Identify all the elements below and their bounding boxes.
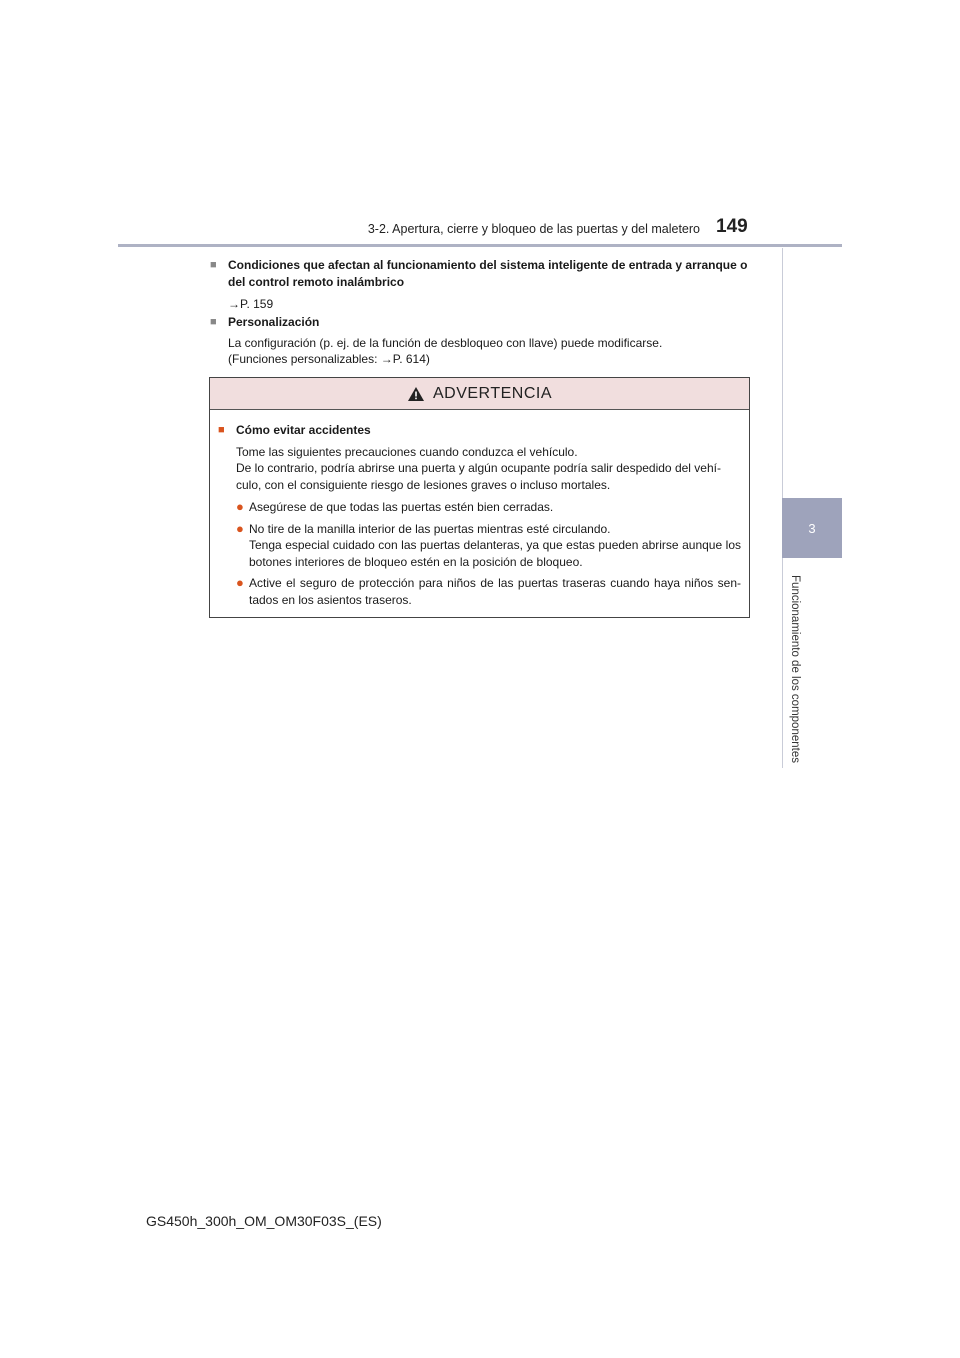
section-heading	[210, 257, 755, 290]
warning-bullet-text: Asegúrese de que todas las puertas estén bien cerradas.	[249, 500, 554, 514]
section-title-line: Condiciones que afectan al funcionamiento del sistema inteligente de entrada y arranque o	[228, 258, 748, 272]
warning-paragraph-line: Tome las siguientes precauciones cuando conduzca el vehículo.	[236, 444, 578, 459]
warning-header	[210, 378, 749, 410]
section-heading	[210, 314, 755, 331]
section-customization	[210, 314, 755, 368]
warning-bullet-text: Active el seguro de protección para niños de las puertas traseras cuando haya niños sen-tados en los asientos traseros.	[249, 576, 741, 607]
square-bullet-icon: ■	[218, 424, 225, 436]
chapter-title: Funcionamiento de los componentes	[789, 575, 802, 763]
warning-bullet	[236, 575, 741, 608]
header-rule	[118, 244, 842, 247]
warning-bullet	[236, 521, 741, 571]
section-body-line: (Funciones personalizables: →P. 614)	[228, 352, 430, 366]
warning-label: ADVERTENCIA	[432, 384, 552, 402]
chapter-label	[786, 560, 804, 778]
section-conditions	[210, 257, 755, 313]
document-code: GS450h_300h_OM_OM30F03S_(ES)	[146, 1213, 382, 1229]
section-title: Personalización	[228, 315, 320, 329]
page-number: 149	[716, 216, 748, 237]
square-bullet-icon: ■	[210, 259, 217, 271]
warning-bullet	[236, 499, 741, 516]
warning-content	[210, 410, 749, 608]
square-bullet-icon: ■	[210, 316, 217, 328]
round-bullet-icon: ●	[236, 520, 244, 536]
warning-heading	[218, 422, 741, 439]
warning-box	[209, 377, 750, 618]
warning-bullet-text: No tire de la manilla interior de las puertas mientras esté circulando.	[249, 521, 611, 536]
warning-paragraph-line: culo, con el consiguiente riesgo de lesiones graves o incluso mortales.	[236, 477, 611, 492]
round-bullet-icon: ●	[236, 575, 244, 590]
section-title-line: del control remoto inalámbrico	[228, 274, 405, 289]
chapter-tab: 3	[782, 498, 842, 558]
page-reference: →P. 159	[228, 297, 274, 311]
warning-triangle-icon	[407, 386, 425, 402]
warning-paragraph-line: De lo contrario, podría abrirse una puerta y algún ocupante podría salir despedido del vehí-	[236, 461, 721, 475]
round-bullet-icon: ●	[236, 499, 244, 514]
warning-heading-text: Cómo evitar accidentes	[236, 423, 371, 437]
warning-bullet-text: Tenga especial cuidado con las puertas delanteras, ya que estas pueden abrirse aunque los botones interiores de bloqueo estén en la posición de bloqueo.	[249, 538, 741, 569]
section-body-line: La configuración (p. ej. de la función de desbloqueo con llave) puede modificarse.	[228, 335, 663, 350]
header-section-title: 3-2. Apertura, cierre y bloqueo de las puertas y del maletero	[367, 222, 700, 236]
